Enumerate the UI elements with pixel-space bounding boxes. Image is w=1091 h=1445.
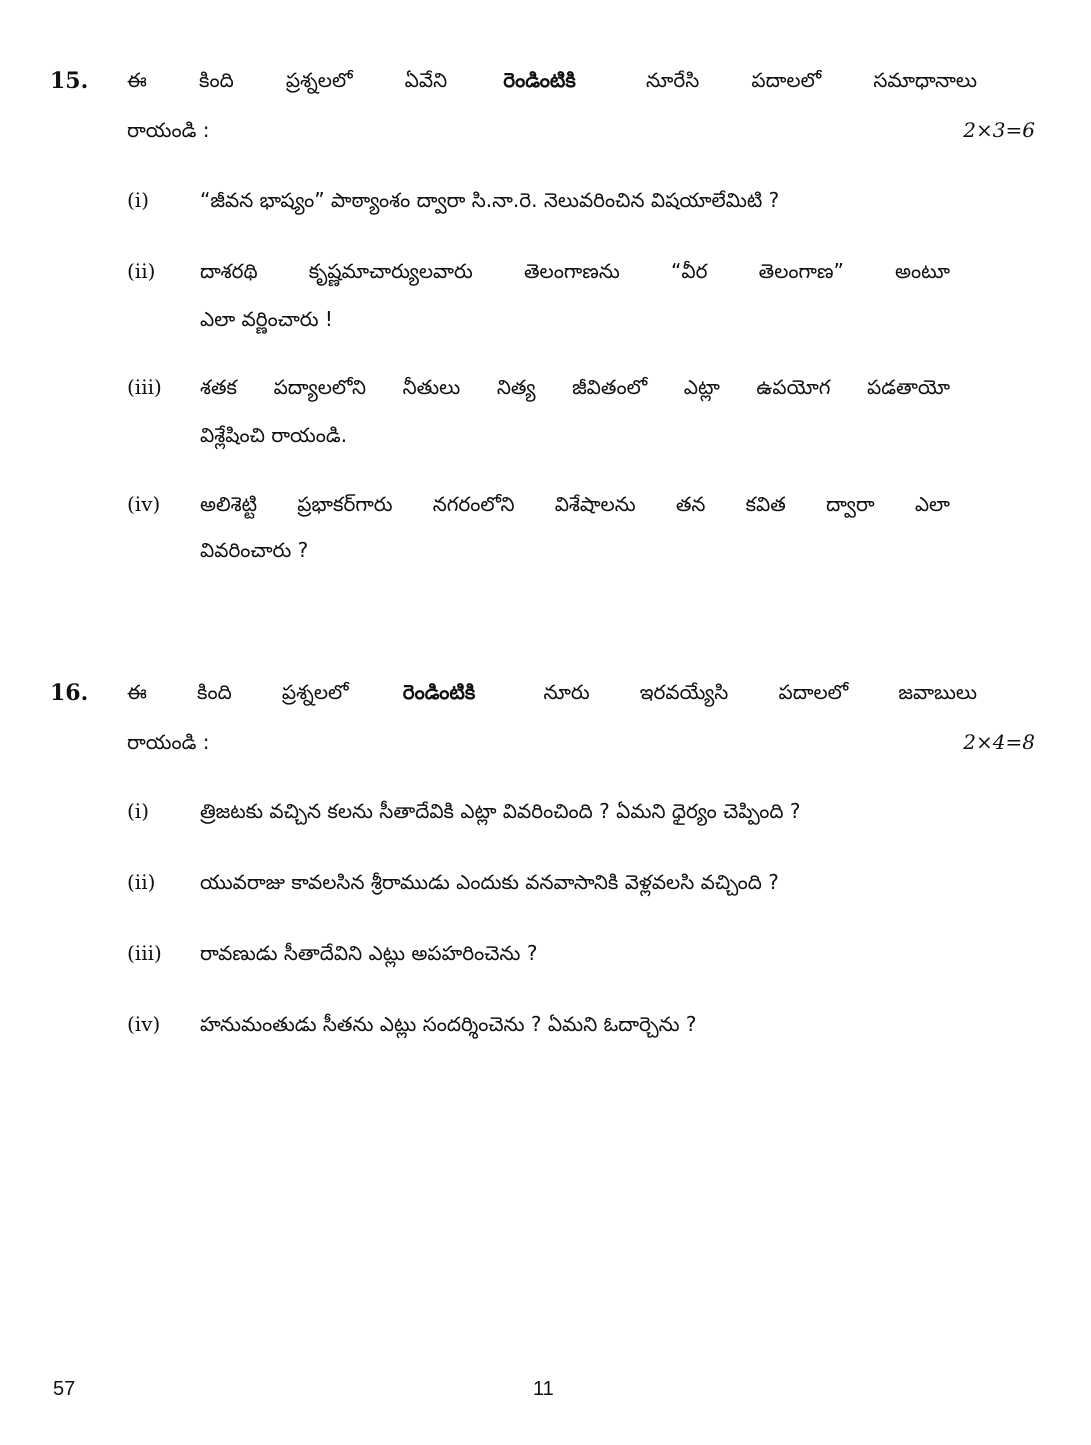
page-number: 11 [533, 1378, 554, 1400]
instruction-emphasis: రెండింటికి [402, 680, 476, 704]
question-item: “జీవన భాష్యం” పాఠ్యాంశం ద్వారా సి.నా.రె. నెలువరించిన విషయాలేమిటి ? [200, 188, 780, 212]
question-item: త్రిజటకు వచ్చిన కలను సీతాదేవికి ఎట్లా వివరించింది ? ఏమని ధైర్యం చెప్పింది ? [200, 799, 801, 823]
question-item: యువరాజు కావలసిన శ్రీరాముడు ఎందుకు వనవాసానికి వెళ్లవలసి వచ్చింది ? [200, 870, 779, 894]
item-number: (iv) [127, 1012, 161, 1036]
question-number: 15. [50, 68, 89, 94]
question-item-cont: ఎలా వర్ణించారు ! [200, 307, 333, 331]
question-instruction [127, 68, 977, 97]
question-item: దాశరథి కృష్ణమాచార్యులవారు తెలంగాణను “వీర తెలంగాణ” అంటూ [200, 259, 950, 283]
instruction-text: ఈ కింది ప్రశ్నలలో ఏవేని [127, 68, 448, 92]
item-number: (iii) [127, 375, 162, 399]
instruction-text: ఈ కింది ప్రశ్నలలో [127, 680, 349, 704]
marks-label: 2×4=8 [963, 730, 1035, 754]
instruction-text: నూరేసి పదాలలో సమాధానాలు [645, 68, 977, 92]
instruction-text: నూరు ఇరవయ్యేసి పదాలలో జవాబులు [543, 680, 978, 704]
item-number: (i) [127, 188, 150, 212]
item-number: (i) [127, 799, 150, 823]
question-item-cont: వివరించారు ? [200, 538, 309, 562]
question-item: రావణుడు సీతాదేవిని ఎట్లు అపహరించెను ? [200, 941, 538, 965]
item-number: (ii) [127, 259, 156, 283]
question-item: శతక పద్యాలలోని నీతులు నిత్య జీవితంలో ఎట్లా ఉపయోగ పడతాయో [200, 375, 950, 399]
question-item-cont: విశ్లేషించి రాయండి. [200, 423, 348, 447]
item-number: (ii) [127, 870, 156, 894]
marks-label: 2×3=6 [963, 118, 1035, 142]
question-item: హనుమంతుడు సీతను ఎట్లు సందర్శించెను ? ఏమని ఓదార్చెను ? [200, 1012, 697, 1036]
question-number: 16. [50, 680, 89, 706]
instruction-emphasis: రెండింటికి [503, 68, 576, 92]
question-item: అలిశెట్టి ప్రభాకర్‌గారు నగరంలోని విశేషాలను తన కవిత ద్వారా ఎలా [200, 492, 950, 516]
question-instruction-cont: రాయండి : [127, 730, 210, 754]
question-instruction-cont: రాయండి : [127, 118, 210, 142]
item-number: (iv) [127, 492, 161, 516]
item-number: (iii) [127, 941, 162, 965]
paper-code: 57 [53, 1378, 76, 1400]
question-instruction [127, 680, 977, 709]
